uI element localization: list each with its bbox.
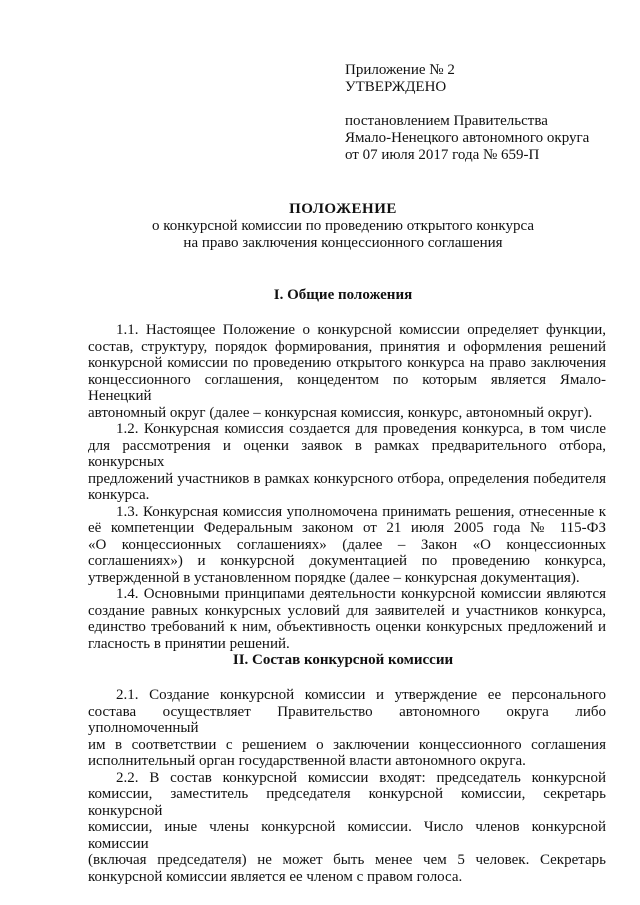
text-line: гласность в принятии решений.: [88, 635, 290, 652]
text-line: состава осуществляет Правительство автономного округа либо уполномоченный: [88, 703, 606, 736]
text-line: концессионного соглашения, концедентом по которым является Ямало-Ненецкий: [88, 371, 606, 404]
text-line: «О концессионных соглашениях» (далее – Закон «О концессионных: [88, 536, 606, 553]
text-line: (включая председателя) не может быть менее чем 5 человек. Секретарь: [88, 852, 606, 868]
section-1-heading: I. Общие положения: [273, 287, 413, 303]
paragraph-1-2: [88, 421, 606, 504]
paragraph-1-1: [88, 322, 606, 421]
text-line: 1.1. Настоящее Положение о конкурсной комиссии определяет функции,: [116, 322, 606, 338]
paragraph-1-4: [88, 586, 606, 652]
text-line: единство требований к ним, объективность оценки конкурсных предложений и: [88, 619, 606, 635]
text-line: 1.3. Конкурсная комиссия уполномочена принимать решения, отнесенные к: [116, 503, 606, 520]
text-line: 1.2. Конкурсная комиссия создается для проведения конкурса, в том числе: [116, 421, 606, 437]
document-subtitle-line-1: о конкурсной комиссии по проведению открытого конкурса: [151, 218, 535, 234]
text-line: исполнительный орган государственной власти автономного округа.: [88, 753, 526, 769]
text-line: конкурсной комиссии по проведению открытого конкурса на право заключения: [88, 355, 606, 371]
text-line: конкурса.: [88, 487, 150, 503]
text-line: автономный округ (далее – конкурсная комиссия, конкурс, автономный округ).: [88, 404, 593, 421]
paragraph-1-3: [88, 504, 606, 587]
text-line: создание равных конкурсных условий для заявителей и участников конкурса,: [88, 602, 606, 619]
text-line: утвержденной в установленном порядке (далее – конкурсная документация).: [88, 569, 580, 586]
text-line: 2.1. Создание конкурсной комиссии и утверждение ее персонального: [116, 687, 606, 703]
approved-label: УТВЕРЖДЕНО: [345, 79, 447, 95]
paragraph-2-1: [88, 687, 606, 770]
document-title-block: [88, 201, 598, 252]
text-line: комиссии, заместитель председателя конкурсной комиссии, секретарь конкурсной: [88, 786, 606, 819]
paragraph-2-2: [88, 770, 606, 886]
resolution-line-2: Ямало-Ненецкого автономного округа: [345, 130, 590, 146]
resolution-line-1: постановлением Правительства: [345, 113, 548, 129]
resolution-line-3: от 07 июля 2017 года № 659-П: [345, 147, 540, 163]
document-title: ПОЛОЖЕНИЕ: [289, 201, 397, 217]
text-line: 2.2. В состав конкурсной комиссии входят: председатель конкурсной: [116, 769, 606, 786]
text-line: комиссии, иные члены конкурсной комиссии. Число членов конкурсной комиссии: [88, 819, 606, 852]
appendix-label: Приложение № 2: [345, 62, 455, 78]
text-line: её компетенции Федеральным законом от 21 июля 2005 года № 115-ФЗ: [88, 520, 606, 536]
text-line: конкурсной комиссии является ее членом с правом голоса.: [88, 868, 463, 885]
section-1-body: [88, 322, 606, 652]
text-line: состав, структуру, порядок формирования, принятия и оформления решений: [88, 338, 606, 355]
text-line: 1.4. Основными принципами деятельности конкурсной комиссии являются: [116, 586, 606, 602]
document-subtitle-line-2: на право заключения концессионного соглашения: [183, 235, 503, 251]
text-line: для рассмотрения и оценки заявок в рамках предварительного отбора, конкурсных: [88, 437, 606, 470]
section-2-body: [88, 687, 606, 885]
text-line: им в соответствии с решением о заключении концессионного соглашения: [88, 736, 606, 753]
text-line: соглашениях») и конкурсной документацией по проведению конкурса,: [88, 553, 606, 569]
section-2-heading: II. Состав конкурсной комиссии: [232, 652, 454, 668]
text-line: предложений участников в рамках конкурсного отбора, определения победителя: [88, 470, 606, 487]
approval-block: [345, 62, 615, 164]
